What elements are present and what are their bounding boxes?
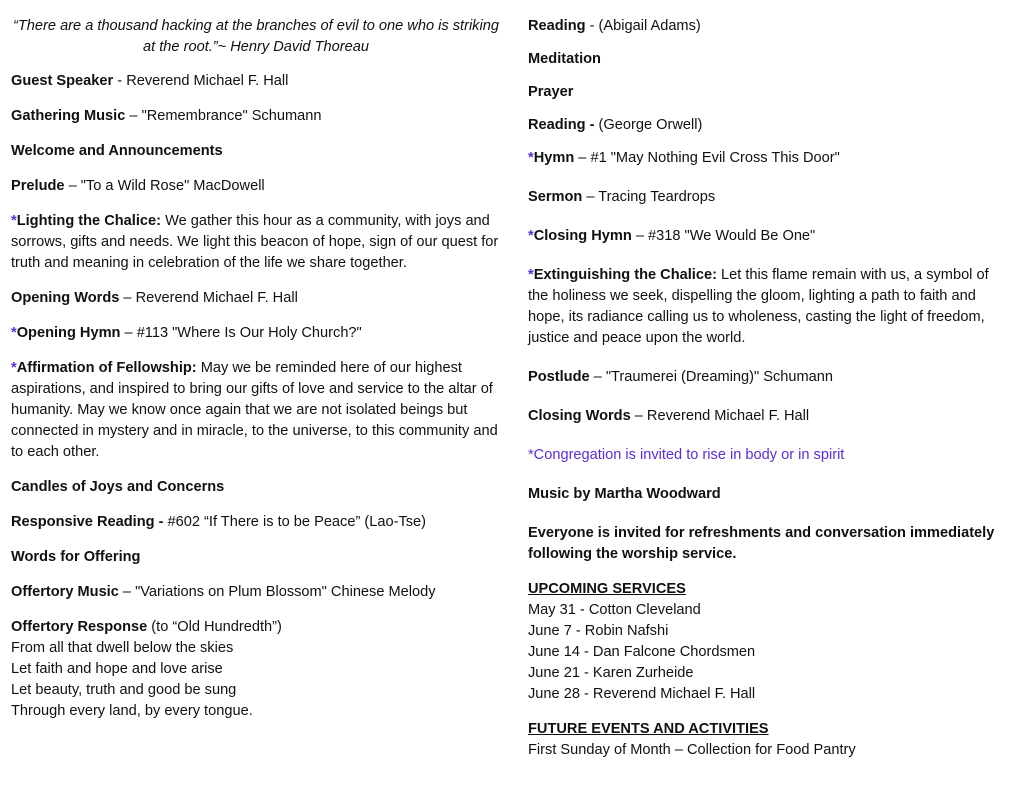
offertory-music: Offertory Music – "Variations on Plum Blossom" Chinese Melody: [11, 584, 436, 600]
list-item: May 31 - Cotton Cleveland: [528, 602, 701, 618]
hymn-line: Let beauty, truth and good be sung: [11, 682, 237, 698]
hymn-line: From all that dwell below the skies: [11, 640, 234, 656]
refreshments-note: Everyone is invited for refreshments and conversation immediately following the worship service.: [528, 525, 995, 562]
sermon: Sermon – Tracing Teardrops: [528, 189, 716, 205]
hymn-line: Through every land, by every tongue.: [11, 703, 253, 719]
list-item: June 14 - Dan Falcone Chordsmen: [528, 644, 756, 660]
opening-words: Opening Words – Reverend Michael F. Hall: [11, 290, 298, 306]
offertory-response: Offertory Response (to “Old Hundredth”) From all that dwell below the skies Let faith and hope and love arise Let beauty, truth and good be sung Through every land, by every tongue.: [11, 617, 501, 722]
reading-abigail-adams: Reading - (Abigail Adams): [528, 18, 701, 34]
guest-speaker: Guest Speaker - Reverend Michael F. Hall: [11, 73, 289, 89]
lighting-the-chalice: *Lighting the Chalice: We gather this hour as a community, with joys and sorrows, gifts and needs. We light this beacon of hope, sign of our quest for truth and meaning in celebration of the life we share together.: [11, 213, 499, 271]
upcoming-services-title: UPCOMING SERVICES: [528, 581, 686, 597]
list-item: June 21 - Karen Zurheide: [528, 665, 694, 681]
extinguishing-the-chalice: *Extinguishing the Chalice: Let this flame remain with us, a symbol of the holiness we seek, dispelling the gloom, lighting a path to faith and hope, its radiance calling us to wholeness, casting the light of freedom, justice and peace upon the world.: [528, 267, 989, 346]
hymn: *Hymn – #1 "May Nothing Evil Cross This Door": [528, 150, 840, 166]
list-item: June 7 - Robin Nafshi: [528, 623, 669, 639]
welcome-announcements: Welcome and Announcements: [11, 143, 223, 159]
music-by: Music by Martha Woodward: [528, 486, 721, 502]
responsive-reading: Responsive Reading - #602 “If There is to be Peace” (Lao-Tse): [11, 514, 427, 530]
upcoming-services: [528, 579, 1008, 705]
right-column: [528, 16, 1008, 761]
future-events-title: FUTURE EVENTS AND ACTIVITIES: [528, 721, 769, 737]
list-item: First Sunday of Month – Collection for Food Pantry: [528, 742, 856, 758]
future-events: [528, 719, 1008, 761]
postlude: Postlude – "Traumerei (Dreaming)" Schumann: [528, 369, 834, 385]
closing-words: Closing Words – Reverend Michael F. Hall: [528, 408, 810, 424]
gathering-music: Gathering Music – "Remembrance" Schumann: [11, 108, 322, 124]
closing-hymn: *Closing Hymn – #318 "We Would Be One": [528, 228, 816, 244]
reading-george-orwell: Reading - (George Orwell): [528, 117, 703, 133]
affirmation-of-fellowship: *Affirmation of Fellowship: May we be reminded here of our highest aspirations, and inspired to bring our gifts of love and service to the altar of humanity. May we know once again that we are not isolated beings but connected in mystery and in miracle, to the universe, to this community and to each other.: [11, 360, 498, 460]
congregation-note: *Congregation is invited to rise in body or in spirit: [528, 447, 845, 463]
list-item: June 28 - Reverend Michael F. Hall: [528, 686, 756, 702]
candles-joys-concerns: Candles of Joys and Concerns: [11, 479, 225, 495]
opening-hymn: *Opening Hymn – #113 "Where Is Our Holy Church?": [11, 325, 362, 341]
prayer: Prayer: [528, 84, 574, 100]
words-for-offering: Words for Offering: [11, 549, 141, 565]
meditation: Meditation: [528, 51, 601, 67]
thoreau-quote: “There are a thousand hacking at the branches of evil to one who is striking at the root.”~ Henry David Thoreau: [13, 18, 499, 55]
prelude: Prelude – "To a Wild Rose" MacDowell: [11, 178, 265, 194]
hymn-line: Let faith and hope and love arise: [11, 661, 223, 677]
left-column: [11, 16, 501, 736]
